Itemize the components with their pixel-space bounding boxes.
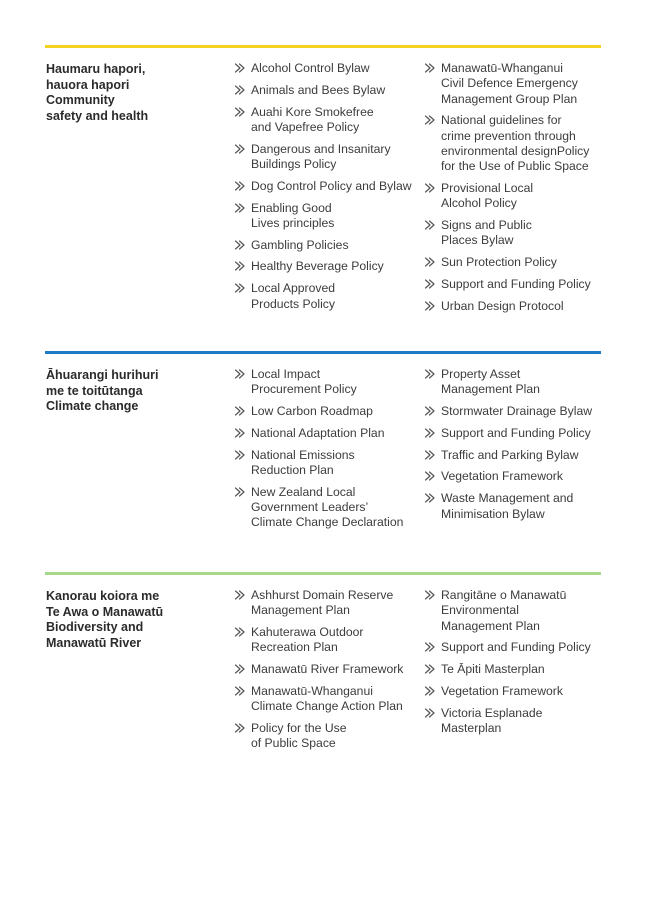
policy-list-item xyxy=(424,113,606,174)
policy-list-item xyxy=(424,491,606,522)
policy-item-label-line: Civil Defence Emergency xyxy=(441,76,578,91)
policy-list-item xyxy=(234,588,416,619)
policy-item-label-line: Property Asset xyxy=(441,367,521,381)
policy-list-item xyxy=(424,640,606,655)
section-heading-line: Āhuarangi hurihuri xyxy=(46,368,159,382)
policy-item-label-line: Urban Design Protocol xyxy=(441,298,564,313)
policy-list-item xyxy=(424,684,606,699)
policy-list-item xyxy=(234,721,416,752)
policy-item-label xyxy=(441,255,606,270)
double-chevron-right-icon xyxy=(424,300,436,312)
section-heading-line: Climate change xyxy=(46,399,139,413)
policy-list-item xyxy=(234,201,416,232)
policy-item-label xyxy=(441,61,606,107)
policy-item-label-line: Reduction Plan xyxy=(251,462,334,477)
policy-item-label xyxy=(251,201,416,232)
policy-item-label xyxy=(441,662,606,677)
policy-item-label xyxy=(251,83,416,98)
policy-item-label xyxy=(251,259,416,274)
double-chevron-right-icon xyxy=(234,722,246,734)
policy-item-label-line: Vegetation Framework xyxy=(441,683,563,698)
double-chevron-right-icon xyxy=(424,368,436,380)
section-rule-yellow xyxy=(45,45,601,48)
policy-item-label xyxy=(441,299,606,314)
double-chevron-right-icon xyxy=(424,114,436,126)
double-chevron-right-icon xyxy=(234,239,246,251)
policy-item-label-line: Healthy Beverage Policy xyxy=(251,259,384,274)
policy-item-label xyxy=(251,142,416,173)
policy-item-label xyxy=(251,281,416,312)
policy-item-label-line: of Public Space xyxy=(251,736,336,751)
double-chevron-right-icon xyxy=(424,427,436,439)
policy-item-label-line: Places Bylaw xyxy=(441,233,514,248)
double-chevron-right-icon xyxy=(234,405,246,417)
policy-item-label-line: Government Leaders’ xyxy=(251,500,369,515)
policy-item-label-line: Policy for the Use xyxy=(251,721,347,736)
policy-list-column-2 xyxy=(424,367,606,528)
double-chevron-right-icon xyxy=(234,449,246,461)
policy-list-column-2 xyxy=(424,61,606,321)
policy-item-label xyxy=(441,640,606,655)
policy-list-item xyxy=(424,426,606,441)
policy-list-item xyxy=(234,448,416,479)
section-heading-line: Manawatū River xyxy=(46,635,142,650)
policy-item-label xyxy=(251,625,416,656)
policy-item-label-line: Gambling Policies xyxy=(251,237,349,252)
policy-item-label-line: National Emissions xyxy=(251,447,355,462)
policy-list-item xyxy=(424,588,606,634)
policy-item-label-line: Local Approved xyxy=(251,281,336,296)
policy-list-item xyxy=(424,181,606,212)
policy-item-label-line: Auahi Kore Smokefree xyxy=(251,104,374,119)
section-heading-line: Community xyxy=(46,93,115,107)
section-rule-blue xyxy=(45,351,601,354)
section-heading-line: Haumaru hapori, xyxy=(46,62,146,76)
section-heading-line: Te Awa o Manawatū xyxy=(46,604,164,619)
policy-item-label-line: National Adaptation Plan xyxy=(251,425,385,440)
policy-item-label-line: Dangerous and Insanitary xyxy=(251,141,391,156)
policy-item-label-line: Sun Protection Policy xyxy=(441,255,557,270)
double-chevron-right-icon xyxy=(424,492,436,504)
section-heading-line: hauora hapori xyxy=(46,77,130,92)
policy-item-label xyxy=(441,367,606,398)
policy-item-label xyxy=(441,181,606,212)
policy-item-label-line: Stormwater Drainage Bylaw xyxy=(441,404,593,419)
policy-item-label-line: Lives principles xyxy=(251,215,335,230)
double-chevron-right-icon xyxy=(234,106,246,118)
policy-item-label-line: Procurement Policy xyxy=(251,382,357,397)
policy-item-label-line: Masterplan xyxy=(441,721,502,736)
policy-list-column-2 xyxy=(424,588,606,743)
policy-list-item xyxy=(424,61,606,107)
double-chevron-right-icon xyxy=(424,449,436,461)
policy-list-item xyxy=(234,684,416,715)
policy-list-item xyxy=(234,281,416,312)
double-chevron-right-icon xyxy=(424,685,436,697)
policy-item-label xyxy=(441,277,606,292)
policy-list-item xyxy=(424,662,606,677)
policy-item-label-line: Local Impact xyxy=(251,367,321,381)
policy-list-item xyxy=(234,404,416,419)
policy-item-label-line: Enabling Good xyxy=(251,200,332,215)
policy-item-label xyxy=(251,588,416,619)
double-chevron-right-icon xyxy=(234,663,246,675)
policy-item-label xyxy=(441,684,606,699)
policy-list-item xyxy=(234,105,416,136)
section-rule-green xyxy=(45,572,601,575)
policy-item-label-line: New Zealand Local xyxy=(251,484,356,499)
double-chevron-right-icon xyxy=(424,182,436,194)
section-heading xyxy=(46,589,216,651)
policy-item-label xyxy=(441,469,606,484)
double-chevron-right-icon xyxy=(424,62,436,74)
policy-item-label xyxy=(251,426,416,441)
policy-item-label xyxy=(441,491,606,522)
double-chevron-right-icon xyxy=(234,84,246,96)
policy-list-column-1 xyxy=(234,61,416,318)
policy-list-item xyxy=(424,706,606,737)
policy-list-item xyxy=(424,469,606,484)
policy-item-label-line: Manawatū-Whanganui xyxy=(251,683,373,698)
policy-list-item xyxy=(234,61,416,76)
double-chevron-right-icon xyxy=(234,282,246,294)
policy-item-label xyxy=(251,61,416,76)
policy-list-item xyxy=(424,218,606,249)
policy-list-item xyxy=(424,299,606,314)
policy-item-label-line: Recreation Plan xyxy=(251,640,338,655)
policy-item-label-line: Dog Control Policy and Bylaw xyxy=(251,178,412,193)
policy-item-label xyxy=(441,588,606,634)
policy-list-column-1 xyxy=(234,588,416,758)
section-heading-line: Biodiversity and xyxy=(46,620,144,634)
double-chevron-right-icon xyxy=(424,470,436,482)
policy-item-label-line: Support and Funding Policy xyxy=(441,640,591,655)
policy-item-label-line: Climate Change Declaration xyxy=(251,515,404,530)
policy-item-label xyxy=(251,179,416,194)
policy-item-label-line: Provisional Local xyxy=(441,181,534,196)
double-chevron-right-icon xyxy=(234,62,246,74)
double-chevron-right-icon xyxy=(424,405,436,417)
policy-list-item xyxy=(234,426,416,441)
policy-list-column-1 xyxy=(234,367,416,537)
double-chevron-right-icon xyxy=(234,368,246,380)
double-chevron-right-icon xyxy=(424,707,436,719)
policy-item-label-line: and Vapefree Policy xyxy=(251,119,360,134)
policy-item-label xyxy=(251,238,416,253)
policy-item-label-line: Signs and Public xyxy=(441,218,532,233)
policy-item-label xyxy=(441,113,606,174)
policy-item-label-line: environmental designPolicy xyxy=(441,143,590,158)
policy-item-label xyxy=(251,404,416,419)
policy-item-label-line: Low Carbon Roadmap xyxy=(251,404,373,419)
section-heading-line: me te toitūtanga xyxy=(46,383,143,398)
policy-list-item xyxy=(234,662,416,677)
policy-item-label xyxy=(441,706,606,737)
policy-item-label-line: Waste Management and xyxy=(441,491,574,506)
policy-list-item xyxy=(424,367,606,398)
policy-item-label-line: crime prevention through xyxy=(441,128,576,143)
policy-item-label-line: Te Āpiti Masterplan xyxy=(441,662,545,677)
double-chevron-right-icon xyxy=(424,256,436,268)
policy-item-label xyxy=(251,684,416,715)
policy-item-label-line: Environmental xyxy=(441,603,519,618)
policy-list-item xyxy=(424,255,606,270)
double-chevron-right-icon xyxy=(424,663,436,675)
policy-item-label xyxy=(441,426,606,441)
policy-item-label xyxy=(251,721,416,752)
policy-item-label-line: Support and Funding Policy xyxy=(441,425,591,440)
policy-item-label-line: Support and Funding Policy xyxy=(441,277,591,292)
policy-item-label xyxy=(251,662,416,677)
double-chevron-right-icon xyxy=(234,486,246,498)
policy-list-item xyxy=(234,142,416,173)
policy-item-label xyxy=(251,105,416,136)
policy-item-label-line: Traffic and Parking Bylaw xyxy=(441,447,579,462)
policy-item-label xyxy=(251,367,416,398)
policy-item-label-line: Manawatū-Whanganui xyxy=(441,61,563,75)
policy-item-label-line: Products Policy xyxy=(251,296,335,311)
double-chevron-right-icon xyxy=(424,589,436,601)
policy-item-label-line: Buildings Policy xyxy=(251,156,337,171)
policy-list-item xyxy=(234,238,416,253)
policy-item-label-line: Animals and Bees Bylaw xyxy=(251,82,386,97)
policy-list-item xyxy=(234,367,416,398)
double-chevron-right-icon xyxy=(234,260,246,272)
policy-item-label-line: Management Plan xyxy=(251,603,350,618)
double-chevron-right-icon xyxy=(234,202,246,214)
policy-list-item xyxy=(234,179,416,194)
policy-list-item xyxy=(424,448,606,463)
section-heading xyxy=(46,62,216,124)
policy-item-label-line: Management Plan xyxy=(441,618,540,633)
double-chevron-right-icon xyxy=(234,180,246,192)
policy-list-item xyxy=(234,625,416,656)
policy-item-label xyxy=(251,485,416,531)
double-chevron-right-icon xyxy=(424,219,436,231)
section-heading-line: Kanorau koiora me xyxy=(46,589,160,603)
policy-list-item xyxy=(234,259,416,274)
double-chevron-right-icon xyxy=(234,427,246,439)
policy-item-label-line: Alcohol Control Bylaw xyxy=(251,61,370,75)
policy-item-label-line: Alcohol Policy xyxy=(441,196,517,211)
policy-item-label-line: Manawatū River Framework xyxy=(251,662,404,677)
policy-item-label-line: Vegetation Framework xyxy=(441,469,563,484)
policy-item-label-line: Rangitāne o Manawatū xyxy=(441,588,567,602)
double-chevron-right-icon xyxy=(424,278,436,290)
policy-item-label-line: Management Plan xyxy=(441,382,540,397)
policy-item-label-line: Minimisation Bylaw xyxy=(441,506,545,521)
policy-list-item xyxy=(234,485,416,531)
policy-item-label-line: Management Group Plan xyxy=(441,91,578,106)
double-chevron-right-icon xyxy=(234,626,246,638)
policy-item-label xyxy=(251,448,416,479)
policy-item-label-line: Kahuterawa Outdoor xyxy=(251,625,364,640)
double-chevron-right-icon xyxy=(234,589,246,601)
policy-item-label-line: Climate Change Action Plan xyxy=(251,699,403,714)
section-heading xyxy=(46,368,216,415)
policy-item-label-line: Ashhurst Domain Reserve xyxy=(251,588,394,602)
policy-item-label-line: Victoria Esplanade xyxy=(441,705,543,720)
policy-item-label-line: for the Use of Public Space xyxy=(441,159,589,174)
policy-item-label xyxy=(441,404,606,419)
policy-list-item xyxy=(234,83,416,98)
double-chevron-right-icon xyxy=(424,641,436,653)
double-chevron-right-icon xyxy=(234,143,246,155)
policy-item-label xyxy=(441,448,606,463)
policy-item-label-line: National guidelines for xyxy=(441,113,562,128)
double-chevron-right-icon xyxy=(234,685,246,697)
policy-item-label xyxy=(441,218,606,249)
section-heading-line: safety and health xyxy=(46,108,149,123)
policy-list-item xyxy=(424,277,606,292)
policy-list-item xyxy=(424,404,606,419)
